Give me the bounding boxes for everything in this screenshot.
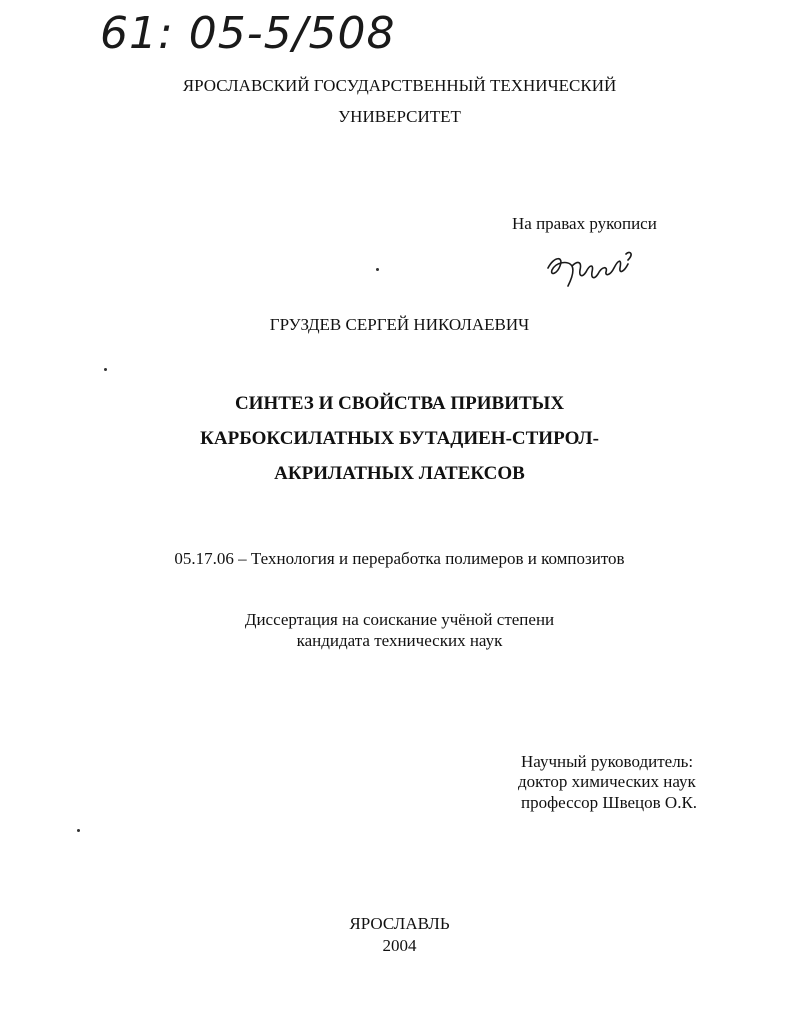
dissertation-title-line2: КАРБОКСИЛАТНЫХ БУТАДИЕН-СТИРОЛ- — [200, 428, 599, 449]
degree-line1: Диссертация на соискание учёной степени — [244, 610, 555, 629]
supervisor-name: профессор Швецов О.К. — [521, 793, 698, 812]
dissertation-title-line3: АКРИЛАТНЫХ ЛАТЕКСОВ — [274, 463, 525, 484]
manuscript-rights-note: На правах рукописи — [512, 214, 657, 233]
university-name-line1: ЯРОСЛАВСКИЙ ГОСУДАРСТВЕННЫЙ ТЕХНИЧЕСКИЙ — [182, 76, 617, 95]
specialty-code: 05.17.06 – Технология и переработка полимеров и композитов — [174, 549, 625, 568]
supervisor-degree: доктор химических наук — [518, 772, 696, 791]
year: 2004 — [382, 936, 417, 955]
handwritten-archive-number: 61: 05-5/508 — [100, 8, 396, 59]
scan-speck — [104, 368, 107, 371]
scan-speck — [376, 268, 379, 271]
dissertation-title-line1: СИНТЕЗ И СВОЙСТВА ПРИВИТЫХ — [234, 393, 565, 414]
scan-speck — [77, 829, 80, 832]
university-name-line2: УНИВЕРСИТЕТ — [338, 107, 461, 126]
author-name: ГРУЗДЕВ СЕРГЕЙ НИКОЛАЕВИЧ — [269, 315, 530, 334]
author-signature-icon — [542, 246, 637, 288]
degree-line2: кандидата технических наук — [296, 631, 503, 650]
city: ЯРОСЛАВЛЬ — [349, 914, 450, 933]
supervisor-label: Научный руководитель: — [521, 752, 694, 771]
